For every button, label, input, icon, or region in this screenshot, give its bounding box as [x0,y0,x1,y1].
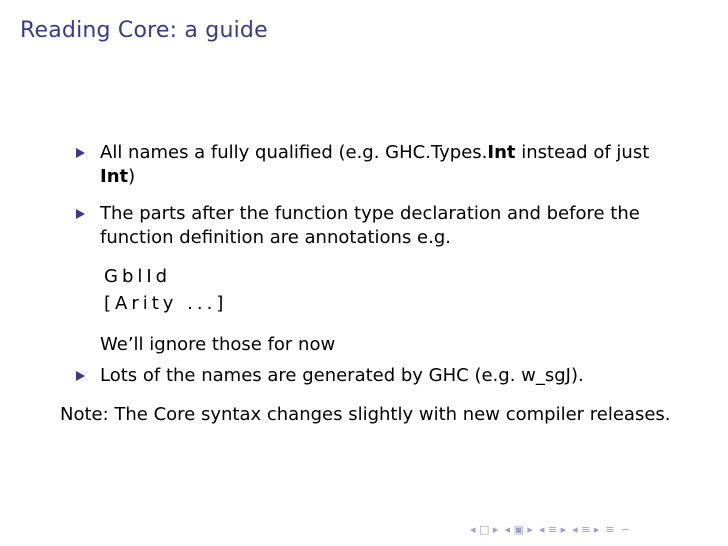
bullet-text-2: The parts after the function type declaration and before the function definition are annotations e.g. [100,203,640,248]
bullet-triangle-icon [76,148,85,158]
bullet-1-post: ) [128,166,136,187]
footer-note: Note: The Core syntax changes slightly with new compiler releases. [60,404,671,425]
bullet-1-bold-int: Int [487,142,516,163]
bullet-text-1 [100,141,670,189]
nav-first-icon[interactable]: ◂ □ ▸ [470,522,499,536]
bullet-triangle-icon [76,209,85,219]
bullet-1-mid: instead of just [515,142,650,163]
nav-search-icon[interactable]: ∽ [620,522,630,536]
ignore-note: We’ll ignore those for now [100,334,336,355]
code-line-arity: [Arity ...] [104,293,228,314]
nav-prev-section-icon[interactable]: ◂ ≡ ▸ [572,522,600,536]
nav-align-icon[interactable]: ≡ [605,522,615,536]
bullet-triangle-icon [76,371,85,381]
code-line-gblid: GblId [104,266,172,287]
beamer-navigation [470,522,630,536]
nav-prev-subsection-icon[interactable]: ◂ ≡ ▸ [538,522,567,536]
bullet-text-3: Lots of the names are generated by GHC (e.g. w_sgJ). [100,365,584,386]
slide-title: Reading Core: a guide [20,18,268,43]
bullet-1-bold-int-2: Int [100,166,129,187]
nav-prev-frame-icon[interactable]: ◂ ▣ ▸ [504,522,533,536]
bullet-1-pre: All names a fully qualified (e.g. GHC.Types. [100,142,488,163]
